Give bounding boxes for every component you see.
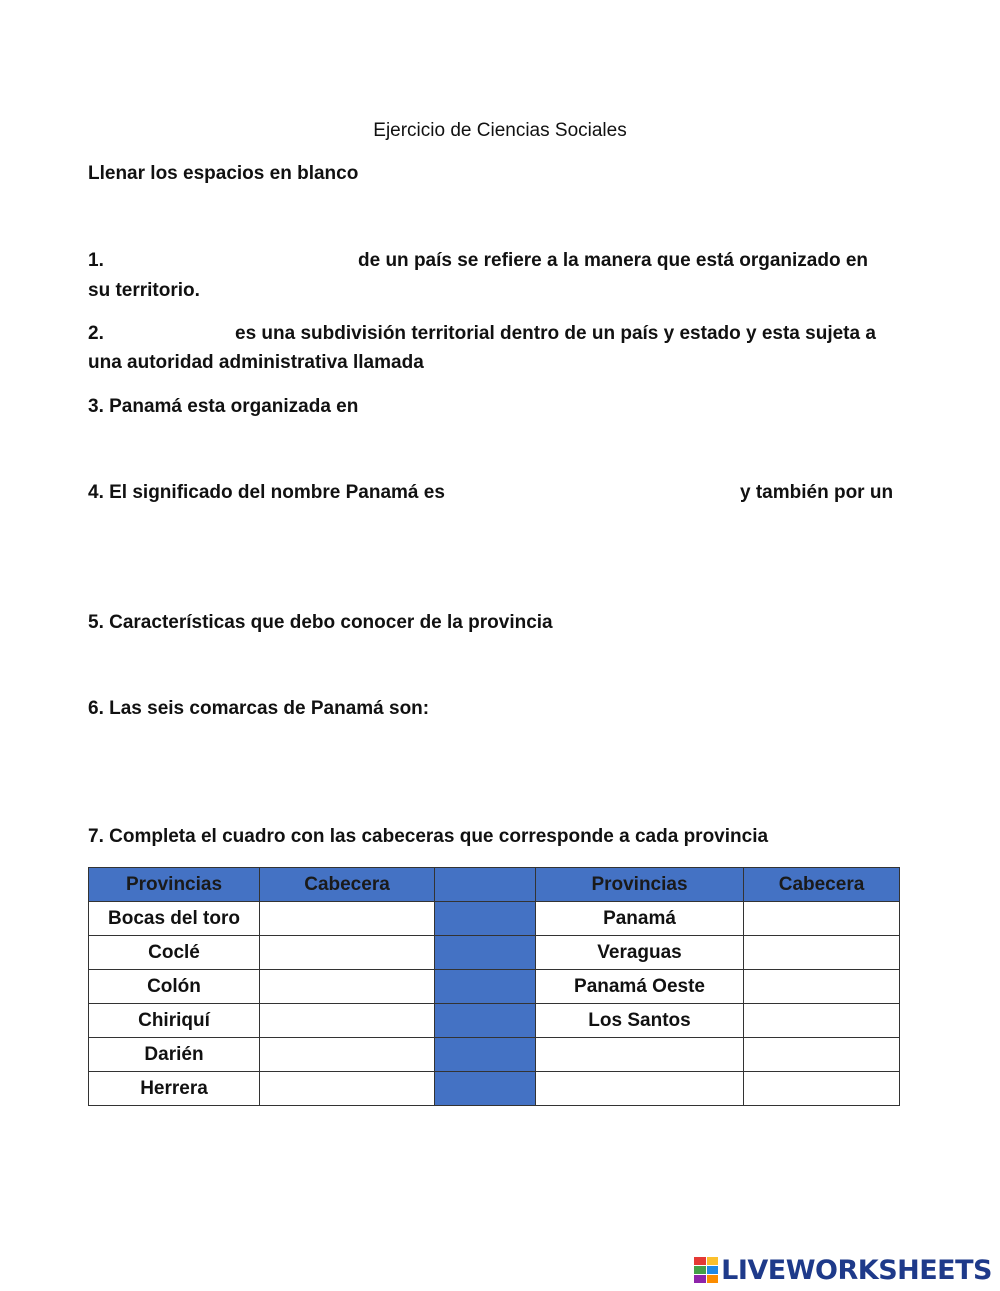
spacer-cell — [435, 1004, 536, 1038]
q2-text-b: una autoridad administrativa llamada — [88, 352, 424, 373]
document-title: Ejercicio de Ciencias Sociales — [373, 120, 627, 141]
header-spacer — [435, 868, 536, 902]
header-provincias-right: Provincias — [536, 868, 744, 902]
spacer-cell — [435, 936, 536, 970]
cabecera-left-cell[interactable] — [260, 936, 435, 970]
q5-blank-input[interactable] — [88, 648, 902, 674]
province-left: Colón — [89, 970, 260, 1004]
province-left: Darién — [89, 1038, 260, 1072]
table-row — [89, 1004, 900, 1038]
cabecera-right-cell[interactable] — [744, 1038, 900, 1072]
q2-blank-input[interactable] — [110, 321, 232, 347]
q1-blank-input[interactable] — [110, 248, 354, 274]
logo-block-icon — [707, 1275, 719, 1283]
table-row — [89, 936, 900, 970]
q4-text-b: y también por un — [740, 482, 894, 503]
table-row — [89, 902, 900, 936]
cabecera-right-cell[interactable] — [744, 936, 900, 970]
cabecera-left-cell[interactable] — [260, 970, 435, 1004]
spacer-cell — [435, 1038, 536, 1072]
q1-text-b: su territorio. — [88, 280, 200, 301]
province-right: Panamá Oeste — [536, 970, 744, 1004]
q3-blank-input[interactable] — [380, 394, 894, 420]
header-cabecera-right: Cabecera — [744, 868, 900, 902]
q2-text-a: es una subdivisión territorial dentro de un país y estado y esta sujeta a — [235, 323, 876, 344]
cabecera-left-cell[interactable] — [260, 1072, 435, 1106]
logo-block-icon — [707, 1257, 719, 1265]
liveworksheets-logo — [694, 1253, 992, 1287]
cabecera-right-cell[interactable] — [744, 970, 900, 1004]
province-left: Coclé — [89, 936, 260, 970]
cabecera-right-cell[interactable] — [744, 902, 900, 936]
q7-text: 7. Completa el cuadro con las cabeceras que corresponde a cada provincia — [88, 826, 769, 847]
cabecera-right-cell[interactable] — [744, 1004, 900, 1038]
table-row — [89, 1038, 900, 1072]
q2-number: 2. — [88, 323, 104, 344]
province-left: Chiriquí — [89, 1004, 260, 1038]
logo-block-icon — [694, 1275, 706, 1283]
province-right: Panamá — [536, 902, 744, 936]
spacer-cell — [435, 902, 536, 936]
logo-block-icon — [707, 1266, 719, 1274]
province-left: Bocas del toro — [89, 902, 260, 936]
table-row — [89, 970, 900, 1004]
cabecera-right-cell[interactable] — [744, 1072, 900, 1106]
logo-block-icon — [694, 1257, 706, 1265]
q6-blank-input[interactable] — [88, 740, 902, 766]
q6-text: 6. Las seis comarcas de Panamá son: — [88, 698, 430, 719]
header-cabecera-left: Cabecera — [260, 868, 435, 902]
liveworksheets-icon — [694, 1257, 718, 1283]
q4-second-blank-input[interactable] — [88, 520, 902, 546]
q2-authority-input[interactable] — [452, 350, 896, 376]
logo-text: LIVEWORKSHEETS — [721, 1254, 992, 1286]
cabecera-left-cell[interactable] — [260, 902, 435, 936]
logo-block-icon — [694, 1266, 706, 1274]
province-left: Herrera — [89, 1072, 260, 1106]
header-provincias-left: Provincias — [89, 868, 260, 902]
province-right — [536, 1038, 744, 1072]
province-right: Veraguas — [536, 936, 744, 970]
q4-blank-input[interactable] — [464, 480, 736, 506]
q5-text: 5. Características que debo conocer de la provincia — [88, 612, 553, 633]
province-right — [536, 1072, 744, 1106]
q1-text-a: de un país se refiere a la manera que está organizado en — [358, 250, 869, 271]
q4-text-a: 4. El significado del nombre Panamá es — [88, 482, 445, 503]
table-header-row — [89, 868, 900, 902]
q3-text: 3. Panamá esta organizada en — [88, 396, 359, 417]
cabecera-left-cell[interactable] — [260, 1004, 435, 1038]
q1-number: 1. — [88, 250, 104, 271]
province-right: Los Santos — [536, 1004, 744, 1038]
spacer-cell — [435, 1072, 536, 1106]
instruction-text: Llenar los espacios en blanco — [88, 163, 359, 184]
spacer-cell — [435, 970, 536, 1004]
cabecera-left-cell[interactable] — [260, 1038, 435, 1072]
provinces-table — [88, 867, 900, 1106]
table-row — [89, 1072, 900, 1106]
